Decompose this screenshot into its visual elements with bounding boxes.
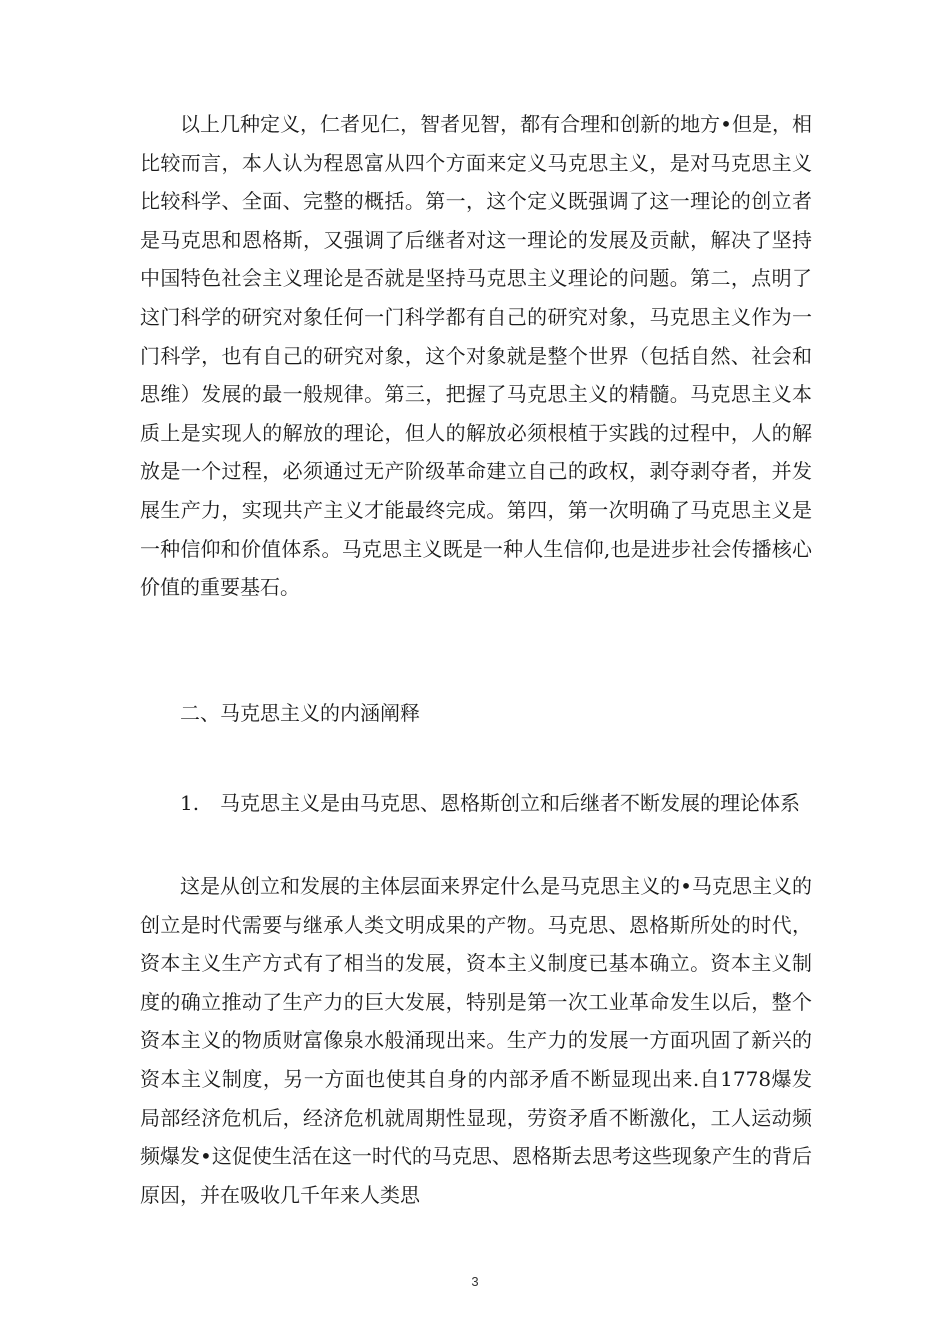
- subsection-heading: [180, 788, 820, 818]
- subsection-number: 1.: [180, 791, 200, 815]
- body-paragraph-2: 这是从创立和发展的主体层面来界定什么是马克思主义的•马克思主义的创立是时代需要与继承人类文明成果的产物。马克思、恩格斯所处的时代，资本主义生产方式有了相当的发展，资本主义制度已基本确立。资本主义制度的确立推动了生产力的巨大发展，特别是第一次工业革命发生以后，整个资本主义的物质财富像泉水般涌现出来。生产力的发展一方面巩固了新兴的资本主义制度，另一方面也使其自身的内部矛盾不断显现出来.自1778爆发局部经济危机后，经济危机就周期性显现，劳资矛盾不断激化，工人运动频频爆发•这促使生活在这一时代的马克思、恩格斯去思考这些现象产生的背后原因，并在吸收几千年来人类思: [140, 874, 812, 1207]
- page-number: 3: [471, 1274, 479, 1289]
- subsection-title: 马克思主义是由马克思、恩格斯创立和后继者不断发展的理论体系: [220, 791, 800, 815]
- section-heading: 二、马克思主义的内涵阐释: [180, 701, 420, 725]
- body-paragraph-1: 以上几种定义，仁者见仁，智者见智，都有合理和创新的地方•但是，相比较而言，本人认为程恩富从四个方面来定义马克思主义，是对马克思主义比较科学、全面、完整的概括。第一，这个定义既强调了这一理论的创立者是马克思和恩格斯，又强调了后继者对这一理论的发展及贡献，解决了坚持中国特色社会主义理论是否就是坚持马克思主义理论的问题。第二，点明了这门科学的研究对象任何一门科学都有自己的研究对象，马克思主义作为一门科学，也有自己的研究对象，这个对象就是整个世界（包括自然、社会和思维）发展的最一般规律。第三，把握了马克思主义的精髓。马克思主义本质上是实现人的解放的理论，但人的解放必须根植于实践的过程中，人的解放是一个过程，必须通过无产阶级革命建立自己的政权，剥夺剥夺者，并发展生产力，实现共产主义才能最终完成。第四，第一次明确了马克思主义是一种信仰和价值体系。马克思主义既是一种人生信仰,也是进步社会传播核心价值的重要基石。: [140, 112, 812, 600]
